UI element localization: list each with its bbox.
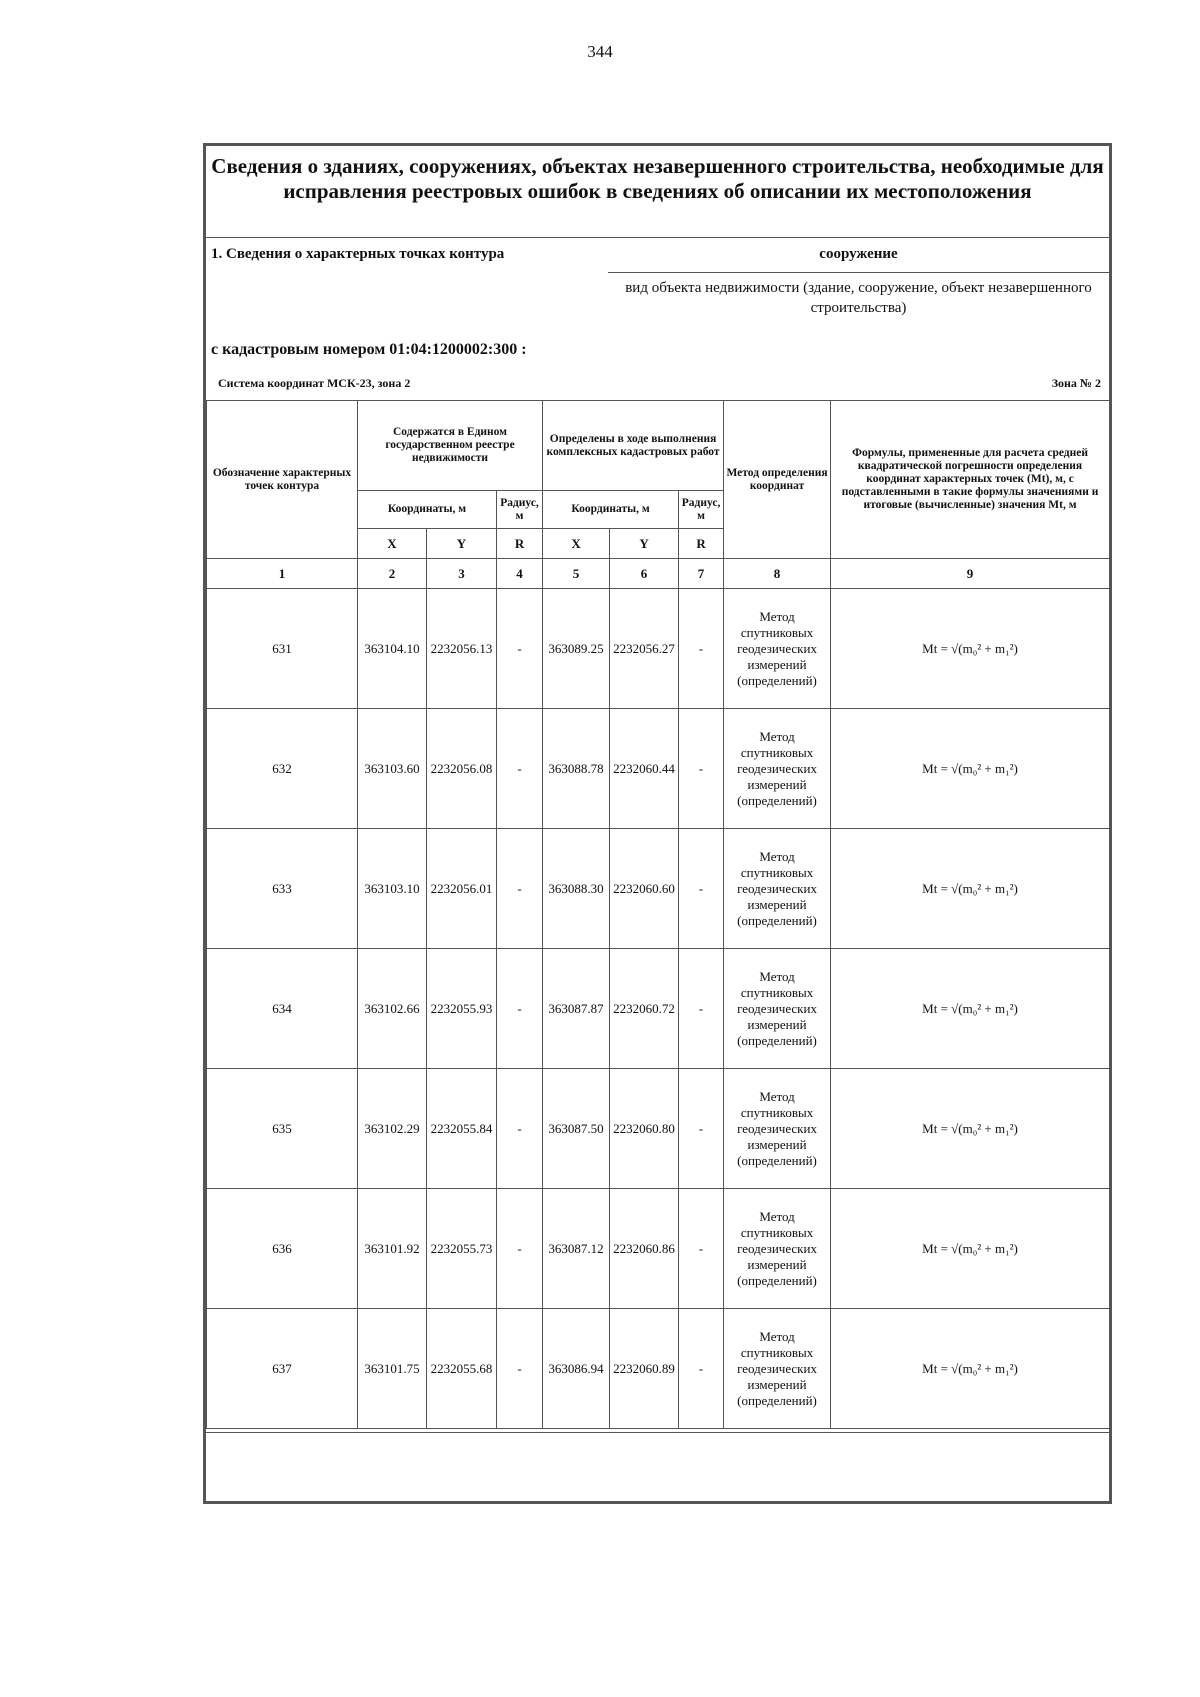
method-cell: Метод спутниковых геодезических измерений (определений) — [724, 1309, 831, 1429]
column-number: 4 — [497, 559, 543, 589]
method-cell: Метод спутниковых геодезических измерений (определений) — [724, 1189, 831, 1309]
determined-r: - — [679, 1189, 724, 1309]
egrn-y: 2232056.01 — [427, 829, 497, 949]
egrn-x: 363101.75 — [358, 1309, 427, 1429]
determined-r: - — [679, 1309, 724, 1429]
egrn-y: 2232055.93 — [427, 949, 497, 1069]
point-id: 634 — [207, 949, 358, 1069]
egrn-y: 2232055.68 — [427, 1309, 497, 1429]
formula-cell: Mt = √(m₀² + m₁²) — [831, 949, 1110, 1069]
method-cell: Метод спутниковых геодезических измерений (определений) — [724, 1069, 831, 1189]
formula-cell: Mt = √(m₀² + m₁²) — [831, 1189, 1110, 1309]
column-number: 1 — [207, 559, 358, 589]
determined-x: 363087.50 — [543, 1069, 610, 1189]
table-row — [207, 949, 1110, 1069]
method-cell: Метод спутниковых геодезических измерений (определений) — [724, 589, 831, 709]
determined-x: 363088.78 — [543, 709, 610, 829]
column-number: 8 — [724, 559, 831, 589]
egrn-y: 2232056.08 — [427, 709, 497, 829]
determined-r: - — [679, 709, 724, 829]
determined-x: 363087.12 — [543, 1189, 610, 1309]
object-type-underline — [608, 272, 1109, 273]
determined-x: 363086.94 — [543, 1309, 610, 1429]
table-row — [207, 1189, 1110, 1309]
egrn-x: 363102.66 — [358, 949, 427, 1069]
egrn-r: - — [497, 1189, 543, 1309]
egrn-x: 363104.10 — [358, 589, 427, 709]
egrn-x: 363101.92 — [358, 1189, 427, 1309]
determined-r: - — [679, 949, 724, 1069]
header-y2: Y — [610, 529, 679, 559]
formula-cell: Mt = √(m₀² + m₁²) — [831, 1069, 1110, 1189]
column-number: 3 — [427, 559, 497, 589]
header-formulas: Формулы, примененные для расчета средней квадратической погрешности определения координат характерных точек (Mt), м, с подставленными в такие формулы значениями и итоговые (вычисленные) значения Mt, м — [831, 401, 1110, 559]
formula-cell: Mt = √(m₀² + m₁²) — [831, 709, 1110, 829]
header-x1: X — [358, 529, 427, 559]
object-type: сооружение — [819, 246, 898, 262]
point-id: 632 — [207, 709, 358, 829]
column-number: 2 — [358, 559, 427, 589]
egrn-x: 363103.10 — [358, 829, 427, 949]
method-cell: Метод спутниковых геодезических измерений (определений) — [724, 949, 831, 1069]
formula-cell: Mt = √(m₀² + m₁²) — [831, 829, 1110, 949]
determined-x: 363087.87 — [543, 949, 610, 1069]
egrn-x: 363102.29 — [358, 1069, 427, 1189]
point-id: 635 — [207, 1069, 358, 1189]
point-id: 633 — [207, 829, 358, 949]
header-coords-egrn: Координаты, м — [358, 491, 497, 529]
document-frame — [203, 143, 1112, 1504]
page-number: 344 — [587, 42, 613, 61]
method-cell: Метод спутниковых геодезических измерений (определений) — [724, 709, 831, 829]
table-row — [207, 1309, 1110, 1429]
determined-y: 2232060.72 — [610, 949, 679, 1069]
determined-x: 363089.25 — [543, 589, 610, 709]
header-radius-determined: Радиус, м — [679, 491, 724, 529]
header-r1: R — [497, 529, 543, 559]
point-id: 636 — [207, 1189, 358, 1309]
zone-label: Зона № 2 — [1051, 376, 1101, 390]
document-title: Сведения о зданиях, сооружениях, объектах незавершенного строительства, необходимые для исправления реестровых ошибок в сведениях об описании их местоположения — [206, 146, 1109, 238]
column-number: 6 — [610, 559, 679, 589]
determined-y: 2232060.86 — [610, 1189, 679, 1309]
object-type-hint: вид объекта недвижимости (здание, сооружение, объект незавершенного строительства) — [625, 280, 1092, 316]
egrn-y: 2232055.73 — [427, 1189, 497, 1309]
determined-y: 2232060.60 — [610, 829, 679, 949]
point-id: 631 — [207, 589, 358, 709]
determined-r: - — [679, 1069, 724, 1189]
formula-cell: Mt = √(m₀² + m₁²) — [831, 1309, 1110, 1429]
determined-y: 2232060.80 — [610, 1069, 679, 1189]
determined-y: 2232060.44 — [610, 709, 679, 829]
header-method: Метод определения координат — [724, 401, 831, 559]
header-egrn: Содержатся в Едином государственном реестре недвижимости — [358, 401, 543, 491]
table-row — [207, 829, 1110, 949]
header-determined: Определены в ходе выполнения комплексных кадастровых работ — [543, 401, 724, 491]
egrn-y: 2232056.13 — [427, 589, 497, 709]
column-number: 7 — [679, 559, 724, 589]
egrn-r: - — [497, 949, 543, 1069]
determined-y: 2232060.89 — [610, 1309, 679, 1429]
determined-y: 2232056.27 — [610, 589, 679, 709]
coordinate-system: Система координат МСК-23, зона 2 — [218, 376, 411, 390]
header-point: Обозначение характерных точек контура — [207, 401, 358, 559]
determined-r: - — [679, 829, 724, 949]
points-table — [206, 400, 1110, 1429]
point-id: 637 — [207, 1309, 358, 1429]
header-r2: R — [679, 529, 724, 559]
egrn-y: 2232055.84 — [427, 1069, 497, 1189]
bottom-empty-band — [206, 1432, 1109, 1433]
section-label: 1. Сведения о характерных точках контура — [211, 246, 505, 262]
header-x2: X — [543, 529, 610, 559]
table-row — [207, 1069, 1110, 1189]
egrn-r: - — [497, 589, 543, 709]
column-number: 5 — [543, 559, 610, 589]
cadastral-number: с кадастровым номером 01:04:1200002:300 : — [211, 341, 527, 358]
table-row — [207, 589, 1110, 709]
determined-r: - — [679, 589, 724, 709]
method-cell: Метод спутниковых геодезических измерений (определений) — [724, 829, 831, 949]
header-y1: Y — [427, 529, 497, 559]
egrn-r: - — [497, 1309, 543, 1429]
egrn-x: 363103.60 — [358, 709, 427, 829]
egrn-r: - — [497, 709, 543, 829]
column-number: 9 — [831, 559, 1110, 589]
header-coords-determined: Координаты, м — [543, 491, 679, 529]
table-row — [207, 709, 1110, 829]
egrn-r: - — [497, 1069, 543, 1189]
header-radius-egrn: Радиус, м — [497, 491, 543, 529]
formula-cell: Mt = √(m₀² + m₁²) — [831, 589, 1110, 709]
determined-x: 363088.30 — [543, 829, 610, 949]
egrn-r: - — [497, 829, 543, 949]
